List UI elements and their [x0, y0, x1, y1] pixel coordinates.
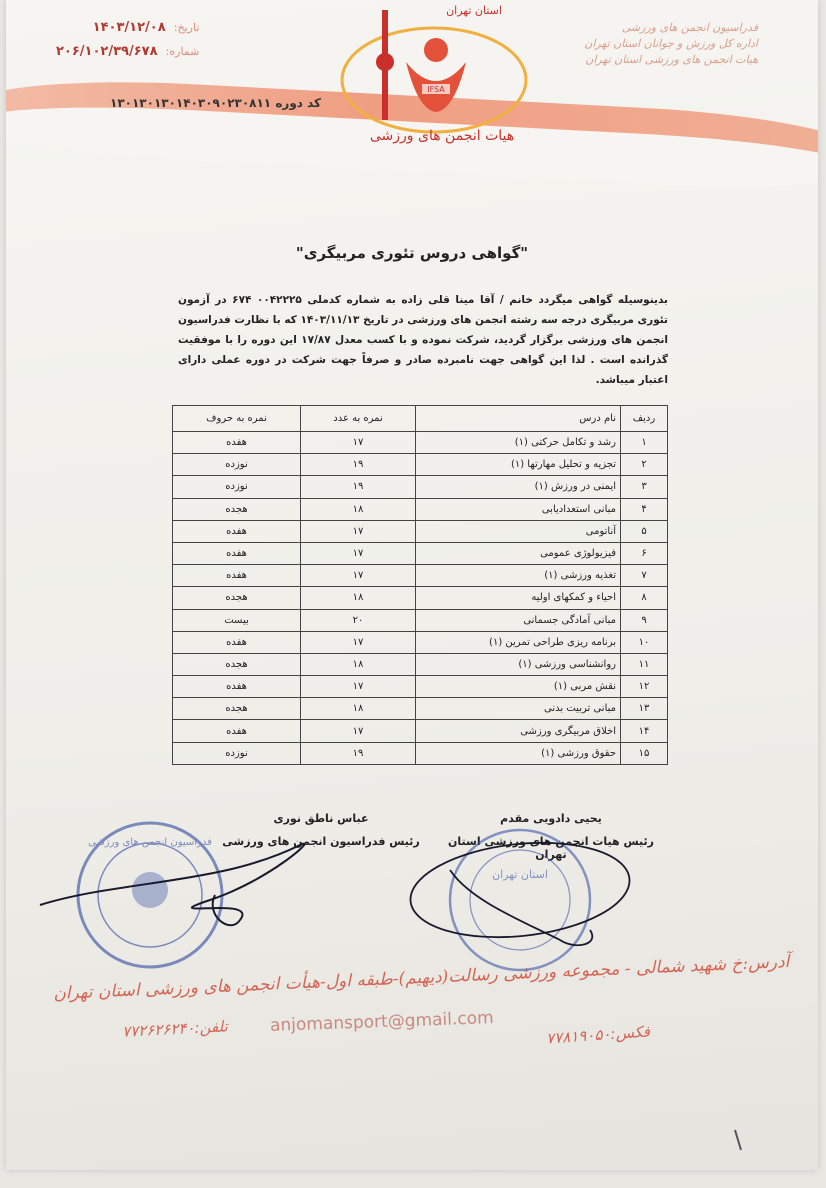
grade-words: هجده	[173, 587, 301, 609]
grade-words: هفده	[173, 720, 301, 742]
grade-number: ۱۸	[301, 653, 416, 675]
course-name: برنامه ریزی طراحی تمرین (۱)	[416, 631, 621, 653]
signer-left-name: عباس ناطق نوری	[273, 812, 369, 825]
row-number: ۱۵	[621, 742, 668, 764]
logo-figure-head	[424, 38, 448, 62]
number-label: شماره:	[165, 45, 200, 58]
grade-number: ۱۹	[301, 454, 416, 476]
course-name: مبانی تربیت بدنی	[416, 698, 621, 720]
table-row	[173, 720, 668, 742]
course-name: حقوق ورزشی (۱)	[416, 742, 621, 764]
signer-right-role: رئیس هیات انجمن های ورزشی استان تهران	[448, 835, 654, 861]
date-value: ۱۴۰۳/۱۲/۰۸	[92, 20, 166, 35]
grade-words: هجده	[173, 653, 301, 675]
grade-number: ۱۸	[301, 698, 416, 720]
course-name: رشد و تکامل حرکتی (۱)	[416, 432, 621, 454]
footer-fax: فکس:۷۷۸۱۹۰۵۰	[545, 1022, 651, 1048]
course-name: تغذیه ورزشی (۱)	[416, 565, 621, 587]
grade-words: هفده	[173, 542, 301, 564]
org-line-2: اداره کل ورزش و جوانان استان تهران	[584, 37, 758, 50]
grade-number: ۱۷	[301, 542, 416, 564]
course-name: احیاء و کمکهای اولیه	[416, 587, 621, 609]
row-number: ۴	[621, 498, 668, 520]
grade-number: ۲۰	[301, 609, 416, 631]
course-code-label: کد دوره	[275, 96, 322, 110]
signature-block-left	[206, 812, 436, 848]
logo-arc-text: هیات انجمن های ورزشی	[369, 128, 515, 144]
row-number: ۱۰	[621, 631, 668, 653]
table-row	[173, 476, 668, 498]
table-row	[173, 498, 668, 520]
number-line	[56, 40, 199, 64]
grades-body	[173, 432, 668, 765]
course-name: مبانی استعدادیابی	[416, 498, 621, 520]
course-name: تجزیه و تحلیل مهارتها (۱)	[416, 454, 621, 476]
course-name: مبانی آمادگی جسمانی	[416, 609, 621, 631]
grade-words: هفده	[173, 676, 301, 698]
grade-words: بیست	[173, 609, 301, 631]
row-number: ۱۲	[621, 676, 668, 698]
stamp-left-text: فدراسیون انجمن های ورزشی	[88, 837, 212, 848]
grades-table	[172, 405, 668, 765]
course-code-value: ۱۳۰۱۳۰۱۳۰۱۴۰۳۰۹۰۲۳۰۸۱۱	[110, 96, 272, 110]
course-name: فیزیولوژی عمومی	[416, 542, 621, 564]
row-number: ۵	[621, 520, 668, 542]
grade-number: ۱۷	[301, 432, 416, 454]
table-row	[173, 676, 668, 698]
org-line-1: فدراسیون انجمن های ورزشی	[621, 21, 758, 34]
grade-words: نوزده	[173, 742, 301, 764]
footer-phone: تلفن:۷۷۲۶۲۶۲۴۰	[121, 1017, 229, 1041]
table-row	[173, 565, 668, 587]
course-code	[110, 96, 321, 110]
grade-words: نوزده	[173, 454, 301, 476]
grade-number: ۱۷	[301, 631, 416, 653]
date-label: تاریخ:	[173, 21, 200, 34]
signature-block-right	[436, 812, 666, 861]
certificate-title: "گواهی دروس تئوری مربیگری"	[295, 244, 529, 262]
row-number: ۶	[621, 542, 668, 564]
table-row	[173, 542, 668, 564]
signer-right-name: یحیی دادویی مقدم	[500, 812, 602, 825]
course-name: روانشناسی ورزشی (۱)	[416, 653, 621, 675]
course-name: نقش مربی (۱)	[416, 676, 621, 698]
course-name: ایمنی در ورزش (۱)	[416, 476, 621, 498]
row-number: ۹	[621, 609, 668, 631]
table-row	[173, 653, 668, 675]
grade-number: ۱۷	[301, 520, 416, 542]
course-name: آناتومی	[416, 520, 621, 542]
row-number: ۱۱	[621, 653, 668, 675]
logo-top-text: استان تهران	[446, 4, 502, 17]
row-number: ۳	[621, 476, 668, 498]
footer-email: anjomansport@gmail.com	[269, 1008, 494, 1036]
table-row	[173, 631, 668, 653]
table-row	[173, 454, 668, 476]
grade-number: ۱۹	[301, 476, 416, 498]
grade-words: هجده	[173, 498, 301, 520]
table-row	[173, 520, 668, 542]
footer-address: آدرس:خ شهید شمالی - مجموعه ورزشی رسالت(دیهیم)-طبقه اول-هیأت انجمن های ورزشی استان تهران	[53, 951, 791, 1005]
org-header	[578, 20, 758, 68]
table-row	[173, 609, 668, 631]
table-row	[173, 698, 668, 720]
table-row	[173, 587, 668, 609]
grade-words: هفده	[173, 631, 301, 653]
header-course-name: نام درس	[416, 406, 621, 432]
row-number: ۲	[621, 454, 668, 476]
header-row-number: ردیف	[621, 406, 668, 432]
table-header-row	[173, 406, 668, 432]
table-row	[173, 432, 668, 454]
ifsa-logo	[324, 0, 544, 150]
grade-words: نوزده	[173, 476, 301, 498]
row-number: ۷	[621, 565, 668, 587]
footer	[26, 951, 816, 1100]
grade-words: هفده	[173, 520, 301, 542]
grade-number: ۱۸	[301, 498, 416, 520]
certificate-page	[6, 0, 818, 1170]
grade-number: ۱۷	[301, 720, 416, 742]
row-number: ۱۳	[621, 698, 668, 720]
table-row	[173, 742, 668, 764]
signer-left-role: رئیس فدراسیون انجمن های ورزشی	[222, 835, 420, 848]
grade-number: ۱۷	[301, 565, 416, 587]
grade-words: هفده	[173, 565, 301, 587]
certificate-paragraph: بدینوسیله گواهی میگردد خانم / آقا مینا قلی زاده به شماره کدملی ۰۰۴۲۲۲۵ ۶۷۴ در آزمون تئوری مربیگری درجه سه رشته انجمن های ورزشی در تاریخ ۱۴۰۳/۱۱/۱۳ که با نظارت فدراسیون انجمن های ورزشی برگزار گردید، شرکت نموده و با کسب معدل ۱۷/۸۷ این دوره را با موفقیت گذرانده است . لذا این گواهی جهت نامبرده صادر و صرفاً جهت شرکت در دوره عملی دارای اعتبار میباشد.	[178, 294, 669, 386]
grade-number: ۱۸	[301, 587, 416, 609]
row-number: ۱۴	[621, 720, 668, 742]
number-value: ۲۰۶/۱۰۲/۳۹/۶۷۸	[56, 44, 158, 59]
header-grade-number: نمره به عدد	[301, 406, 416, 432]
logo-tower-head	[376, 53, 394, 71]
stamp-right-text: استان تهران	[492, 868, 548, 881]
course-name: اخلاق مربیگری ورزشی	[416, 720, 621, 742]
row-number: ۸	[621, 587, 668, 609]
header-grade-words: نمره به حروف	[173, 406, 301, 432]
org-line-3: هیات انجمن های ورزشی استان تهران	[585, 53, 758, 66]
grade-number: ۱۹	[301, 742, 416, 764]
grade-words: هجده	[173, 698, 301, 720]
grade-number: ۱۷	[301, 676, 416, 698]
letter-meta	[56, 16, 199, 64]
grade-words: هفده	[173, 432, 301, 454]
logo-badge: IFSA	[427, 85, 445, 94]
row-number: ۱	[621, 432, 668, 454]
date-line	[56, 16, 199, 40]
